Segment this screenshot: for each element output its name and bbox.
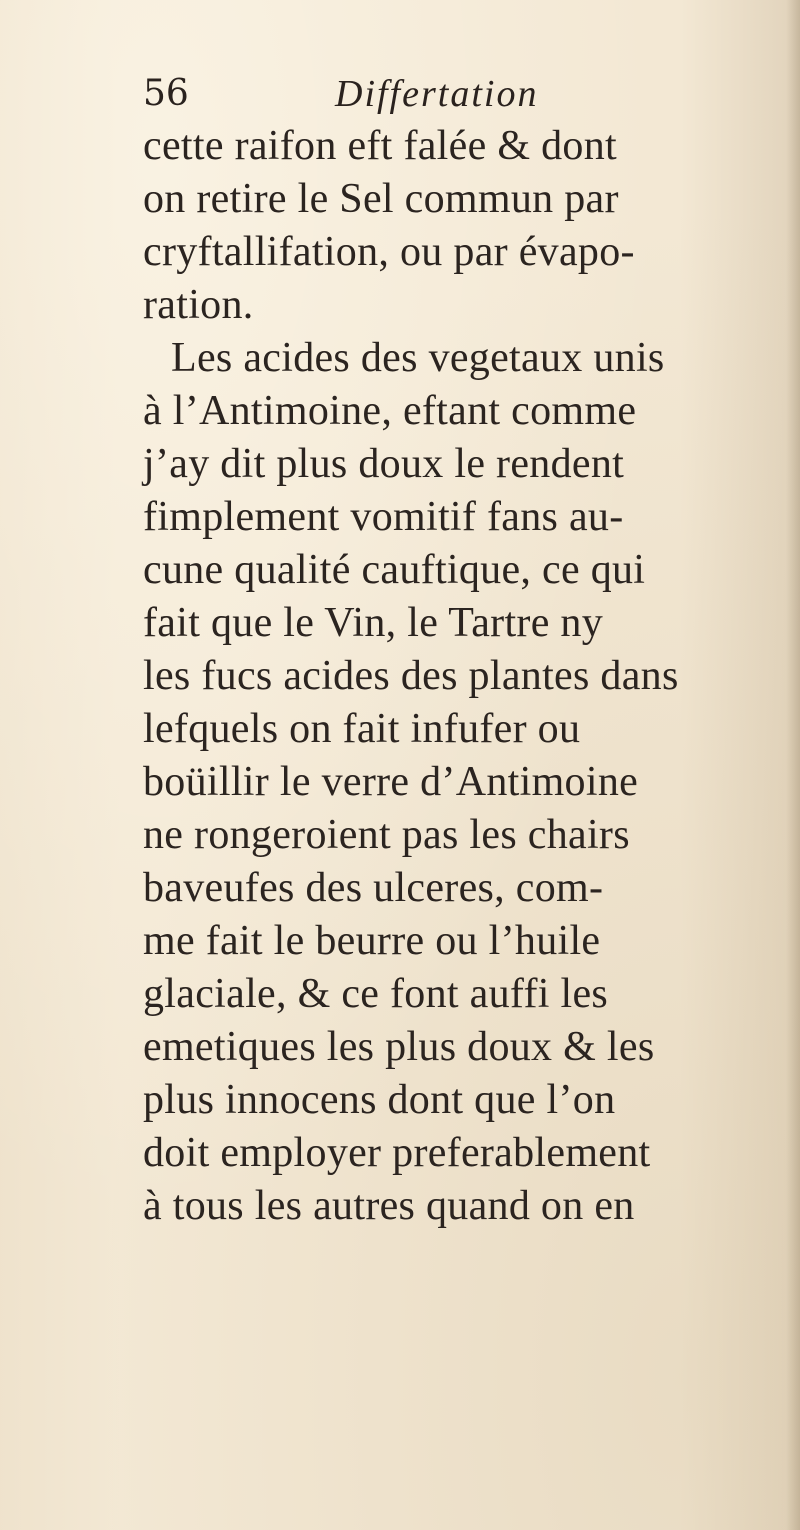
page-number: 56 (143, 73, 189, 114)
body-text (143, 120, 783, 1233)
text-line: ne rongeroient pas les chairs (143, 812, 630, 858)
text-line: on retire le Sel commun par (143, 176, 619, 222)
running-title: Differtation (335, 73, 539, 115)
text-line: glaciale, & ce font auffi les (143, 971, 609, 1017)
page-edge-shadow (786, 0, 800, 1530)
text-line: plus innocens dont que l’on (143, 1077, 616, 1123)
running-head (143, 72, 663, 116)
text-line: emetiques les plus doux & les (143, 1024, 655, 1070)
text-line: j’ay dit plus doux le rendent (143, 441, 625, 487)
text-line: cryftallifation, ou par évapo- (143, 229, 635, 275)
text-line: baveufes des ulceres, com- (143, 865, 604, 911)
text-line: lefquels on fait infufer ou (143, 706, 581, 752)
text-line: me fait le beurre ou l’huile (143, 918, 601, 964)
text-line: cette raifon eft falée & dont (143, 123, 617, 169)
paragraph-start-line: Les acides des vegetaux unis (171, 335, 665, 381)
text-line: les fucs acides des plantes dans (143, 653, 679, 699)
text-line: ration. (143, 282, 254, 328)
text-line: fimplement vomitif fans au- (143, 494, 624, 540)
text-line: boüillir le verre d’Antimoine (143, 759, 639, 805)
text-line: cune qualité cauftique, ce qui (143, 547, 646, 593)
text-line: fait que le Vin, le Tartre ny (143, 600, 604, 646)
text-line: à l’Antimoine, eftant comme (143, 388, 637, 434)
text-line: doit employer preferablement (143, 1130, 651, 1176)
text-line: à tous les autres quand on en (143, 1183, 635, 1229)
